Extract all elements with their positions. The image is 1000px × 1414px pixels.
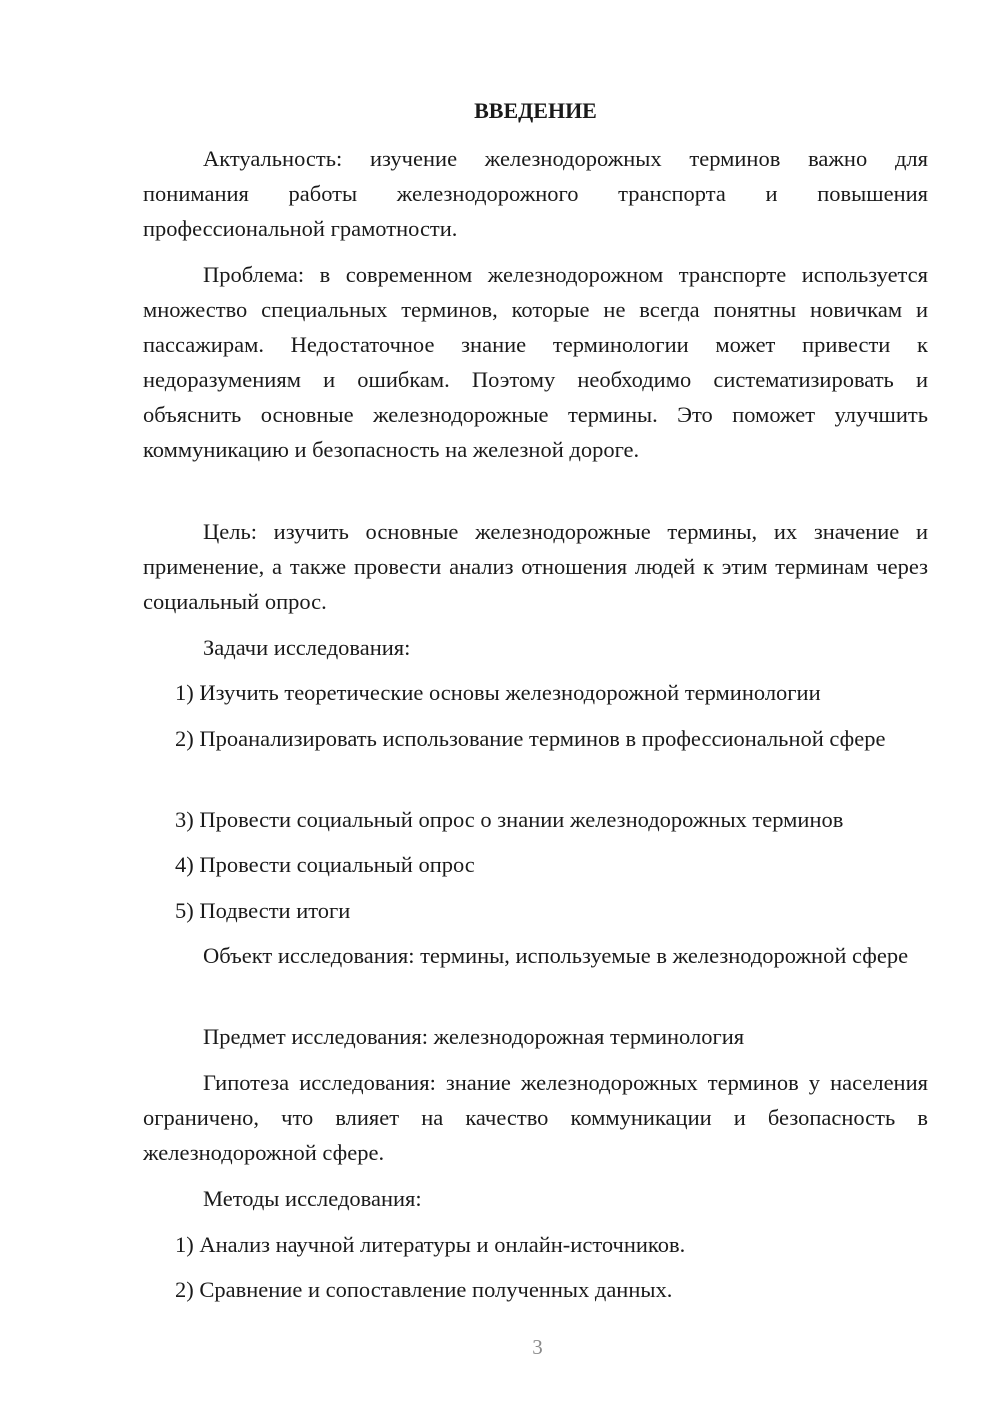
task-item-1: 1) Изучить теоретические основы железнодорожной терминологии — [175, 680, 821, 705]
task-item-4: 4) Провести социальный опрос — [175, 852, 475, 877]
goal-paragraph: Цель: изучить основные железнодорожные термины, их значение и применение, а также провести анализ отношения людей к этим терминам через социальный опрос. — [143, 519, 928, 614]
problem-paragraph: Проблема: в современном железнодорожном транспорте используется множество специальных терминов, которые не всегда понятны новичкам и пассажирам. Недостаточное знание терминологии может привести к недоразумениям и ошибкам. Поэтому необходимо систематизировать и объяснить основные железнодорожные термины. Это поможет улучшить коммуникацию и безопасность на железной дороге. — [143, 262, 928, 462]
method-item-1: 1) Анализ научной литературы и онлайн-источников. — [175, 1232, 686, 1257]
page-number: 3 — [532, 1335, 543, 1359]
relevance-paragraph: Актуальность: изучение железнодорожных терминов важно для понимания работы железнодорожного транспорта и повышения профессиональной грамотности. — [143, 146, 928, 241]
method-item-2: 2) Сравнение и сопоставление полученных данных. — [175, 1277, 673, 1302]
subject-paragraph: Предмет исследования: железнодорожная терминология — [203, 1024, 745, 1049]
tasks-heading: Задачи исследования: — [203, 635, 411, 660]
object-paragraph: Объект исследования: термины, используемые в железнодорожной сфере — [203, 943, 909, 968]
task-item-5: 5) Подвести итоги — [175, 898, 351, 923]
task-item-2: 2) Проанализировать использование терминов в профессиональной сфере — [175, 726, 886, 751]
task-item-3: 3) Провести социальный опрос о знании железнодорожных терминов — [175, 807, 844, 832]
hypothesis-paragraph: Гипотеза исследования: знание железнодорожных терминов у населения ограничено, что влияет на качество коммуникации и безопасность в железнодорожной сфере. — [143, 1070, 928, 1165]
page-title: ВВЕДЕНИЕ — [474, 98, 597, 123]
methods-heading: Методы исследования: — [203, 1186, 422, 1211]
